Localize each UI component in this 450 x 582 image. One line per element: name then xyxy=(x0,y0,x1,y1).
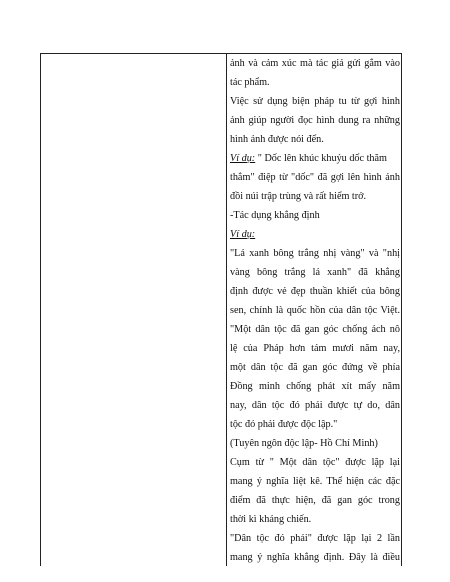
text-line: lệ của Pháp hơn tám mươi năm nay, xyxy=(230,343,400,354)
text-line: thời kì kháng chiến. xyxy=(230,514,312,525)
text-line: nay, dân tộc đó phải được tự do, dân xyxy=(230,400,400,411)
text-line: vàng bông trắng lá xanh" đã khẳng xyxy=(230,267,400,278)
text-line: Đồng minh chống phát xít mấy năm xyxy=(230,381,400,392)
text-line: Việc sử dụng biện pháp tu từ gợi hình xyxy=(230,96,400,107)
text-line: ảnh và cảm xúc mà tác giả gửi gắm vào xyxy=(230,58,400,69)
text-line: điểm đã thực hiện, đã gan góc trong xyxy=(230,495,400,506)
example-line xyxy=(230,149,400,168)
text-line: tác phẩm. xyxy=(230,77,270,88)
text-line: định được vẻ đẹp thuần khiết của bông xyxy=(230,286,400,297)
text-line: Cụm từ " Một dân tộc" được lặp lại xyxy=(230,457,400,468)
text-line: sen, chính là quốc hồn của dân tộc Việt. xyxy=(230,305,400,316)
text-line: hình ảnh được nói đến. xyxy=(230,134,324,145)
table-cell-left xyxy=(41,54,226,566)
text-line: thẳm" điệp từ "dốc" đã gợi lên hình ảnh xyxy=(230,172,400,183)
text-line: "Một dân tộc đã gan góc chống ách nô xyxy=(230,324,400,335)
text-line: mang ý nghĩa khẳng định. Đây là điều xyxy=(230,552,400,563)
text-line: "Lá xanh bông trắng nhị vàng" và "nhị xyxy=(230,248,400,259)
text-line: đồi núi trập trùng và rất hiểm trở. xyxy=(230,191,367,202)
text-line: -Tác dụng khẳng định xyxy=(230,210,320,221)
example-label: Ví dụ: xyxy=(230,229,256,240)
text-line: tộc đó phải được độc lập." xyxy=(230,419,338,430)
text-line: mang ý nghĩa liệt kê. Thể hiện các đặc xyxy=(230,476,400,487)
table-cell-right xyxy=(230,54,400,566)
text-fragment: " Dốc lên khúc khuỷu dốc thăm xyxy=(255,153,387,164)
text-line: ảnh giúp người đọc hình dung ra những xyxy=(230,115,400,126)
text-line: (Tuyên ngôn độc lập- Hồ Chí Minh) xyxy=(230,438,378,449)
text-line: một dân tộc đã gan góc đứng về phía xyxy=(230,362,400,373)
column-divider xyxy=(226,53,227,566)
example-label: Ví dụ: xyxy=(230,153,256,164)
text-line: "Dân tộc đó phải" được lặp lại 2 lần xyxy=(230,533,400,544)
example-line xyxy=(230,225,400,244)
